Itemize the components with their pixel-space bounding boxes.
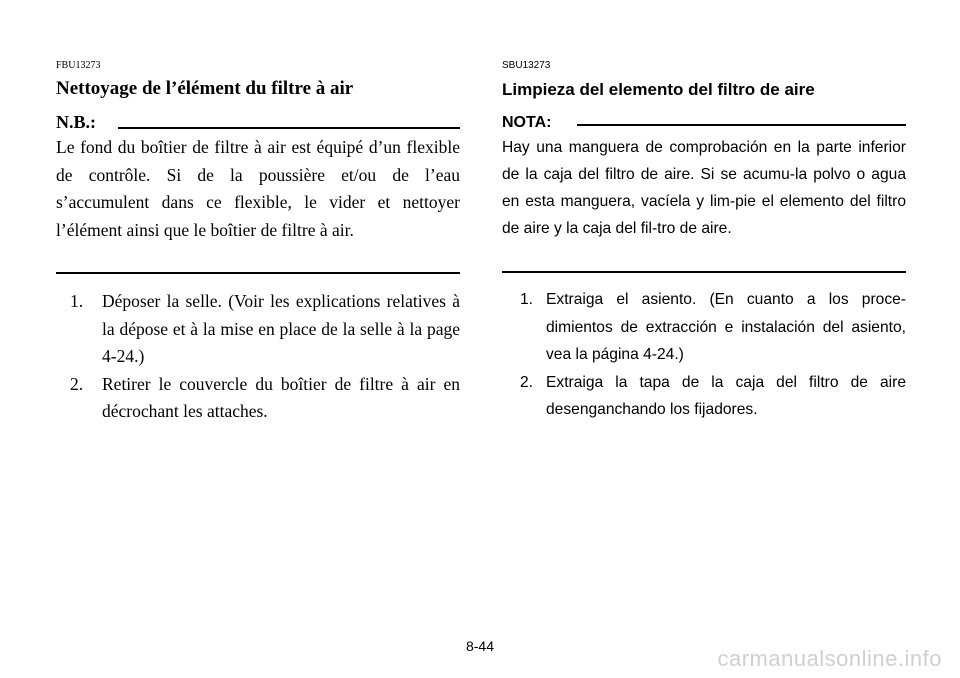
note-end-divider bbox=[502, 271, 906, 273]
section-title: Limpieza del elemento del filtro de aire bbox=[502, 80, 815, 99]
note-end-divider bbox=[56, 272, 460, 274]
watermark: carmanualsonline.info bbox=[717, 646, 942, 671]
step-text: Extraiga la tapa de la caja del filtro de aire desenganchando los fijadores. bbox=[546, 373, 906, 418]
list-item bbox=[56, 288, 460, 371]
note-text: Le fond du boîtier de filtre à air est équipé d’un flexible de contrôle. Si de la poussière et/ou de l’eau s’accumulent dans ce flexible, le vider et nettoyer l’élément ainsi que le boîtier de filtre à air. bbox=[56, 137, 460, 240]
page-number: 8-44 bbox=[465, 638, 495, 654]
step-number: 2. bbox=[70, 373, 84, 394]
step-number: 1. bbox=[520, 291, 534, 308]
note-label: NOTA: bbox=[502, 114, 552, 131]
section-code: FBU13273 bbox=[56, 60, 101, 71]
step-text: Retirer le couvercle du boîtier de filtre à air en décrochant les attaches. bbox=[102, 373, 460, 421]
step-list bbox=[56, 288, 460, 426]
note-text: Hay una manguera de comprobación en la parte inferior de la caja del filtro de aire. Si se acumu-la polvo o agua en esta manguera, vacíela y lim-pie el elemento del filtro de aire y la caja del fil-tro de aire. bbox=[502, 139, 906, 237]
step-list bbox=[502, 286, 906, 424]
note-divider bbox=[577, 124, 906, 126]
section-title: Nettoyage de l’élément du filtre à air bbox=[56, 78, 354, 99]
note-divider bbox=[118, 127, 460, 129]
step-text: Déposer la selle. (Voir les explications relatives à la dépose et à la mise en place de la selle à la page 4-24.) bbox=[102, 291, 460, 366]
step-text: Extraiga el asiento. (En cuanto a los proce-dimientos de extracción e instalación del asiento, vea la página 4-24.) bbox=[546, 291, 906, 363]
note-label: N.B.: bbox=[56, 112, 96, 132]
list-item bbox=[56, 371, 460, 426]
section-code: SBU13273 bbox=[502, 60, 551, 71]
step-number: 1. bbox=[70, 291, 84, 311]
list-item bbox=[502, 369, 906, 424]
list-item bbox=[502, 286, 906, 369]
step-number: 2. bbox=[520, 373, 534, 391]
